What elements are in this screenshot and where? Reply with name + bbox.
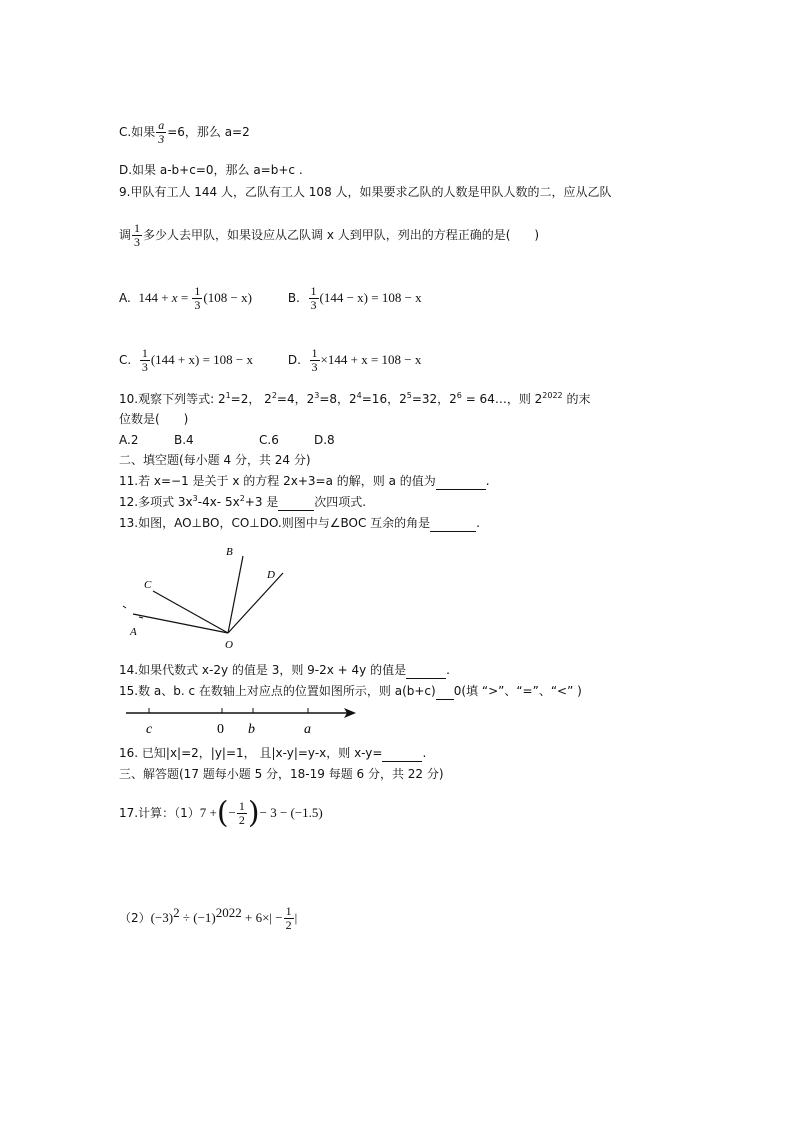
label-b: b <box>248 722 255 737</box>
q12-text: 次四项式. <box>314 495 367 509</box>
fraction-numerator: 1 <box>134 221 141 235</box>
q10-option-b: B.4 <box>174 433 194 447</box>
q10-text: 的末 <box>562 392 591 406</box>
q11 <box>119 473 490 490</box>
q10-text: =4，2 <box>276 392 315 406</box>
q9-d-expression: ×144 + x = 108 − x <box>320 352 422 367</box>
fraction-denominator: 3 <box>158 132 165 146</box>
q15-answer-blank <box>436 683 454 700</box>
q9-options-ab <box>119 285 422 312</box>
q15-text: 0(填 “>”、“=”、“<” ) <box>453 684 582 698</box>
q17-p2-text: (−3) <box>150 910 174 925</box>
q14-text: 14.如果代数式 x-2y 的值是 3，则 9-2x + 4y 的值是 <box>119 663 407 677</box>
q16-end: . <box>422 746 427 760</box>
q17-p1-right: − 3 − (−1.5) <box>259 805 323 820</box>
q9-option-b <box>288 285 422 312</box>
q12-text: 12.多项式 3x <box>119 495 193 509</box>
q10-line1 <box>119 391 590 407</box>
number-line <box>118 700 363 740</box>
q16-answer-blank <box>382 745 422 762</box>
label-a: a <box>304 722 311 737</box>
q9-a-left: 144 + <box>138 290 172 305</box>
option-label: A. <box>119 291 131 305</box>
section3-title: 三、解答题(17 题每小题 5 分，18-19 每题 6 分，共 22 分) <box>119 767 444 781</box>
q17-p2-text: | <box>294 910 298 925</box>
q10-text: =16，2 <box>361 392 407 406</box>
q10-options <box>119 432 335 448</box>
q9-options-cd <box>119 347 421 374</box>
q9-b-expression: (144 − x) = 108 − x <box>319 290 422 305</box>
q9-a-right: (108 − x) <box>203 290 252 305</box>
fraction-numerator: a <box>158 118 165 132</box>
exponent: 4 <box>356 391 362 400</box>
fraction-numerator: 1 <box>310 284 317 298</box>
q17-p1-fraction <box>237 800 247 827</box>
q8-option-c-suffix: =6，那么 a=2 <box>167 125 250 139</box>
q9-option-c <box>119 347 284 374</box>
label-a: A <box>130 626 137 638</box>
fraction-numerator: 1 <box>311 346 318 360</box>
q9-option-d <box>288 347 422 374</box>
q10-line2: 位数是( ) <box>119 412 189 426</box>
q17-p2-text: ÷ (−1) <box>179 910 216 925</box>
mark <box>139 617 143 618</box>
q14 <box>119 662 450 679</box>
q13-end: . <box>476 516 480 530</box>
q16 <box>119 745 426 762</box>
q17-p2-text: + 6×| − <box>241 910 283 925</box>
q9-stem-prefix: 调 <box>119 228 132 242</box>
q9-option-a <box>119 285 284 312</box>
q9-stem-suffix: 多少人去甲队，如果设应从乙队调 x 人到甲队，列出的方程正确的是( ) <box>143 228 540 242</box>
q10-option-c: C.6 <box>259 433 279 447</box>
exponent: 3 <box>314 391 320 400</box>
exponent: 2022 <box>215 905 242 920</box>
fraction-denominator: 3 <box>310 298 317 312</box>
q8-option-c-fraction <box>156 119 166 146</box>
q13 <box>119 515 480 532</box>
q12-text: -4x- 5x <box>197 495 240 509</box>
q10-text: =8，2 <box>319 392 357 406</box>
q16-text: 16. 已知|x|=2，|y|=1， 且|x-y|=y-x，则 x-y= <box>119 746 383 760</box>
q11-end: . <box>485 474 490 488</box>
fraction-denominator: 3 <box>311 360 318 374</box>
angle-figure <box>115 538 295 654</box>
exponent: 3 <box>192 494 198 503</box>
fraction-numerator: 1 <box>285 904 292 918</box>
ray-oc <box>153 591 228 633</box>
minus-sign: − <box>228 805 236 820</box>
q10-text: = 64…，则 2 <box>461 392 543 406</box>
label-o: O <box>225 639 233 651</box>
option-label: D. <box>287 353 301 367</box>
q9-c-fraction <box>140 347 150 374</box>
q15-text: 15.数 a、b. c 在数轴上对应点的位置如图所示，则 a(b+c) <box>119 684 436 698</box>
q12-text: +3 是 <box>244 495 279 509</box>
q11-text: 11.若 x=−1 是关于 x 的方程 2x+3=a 的解，则 a 的值为 <box>119 474 436 488</box>
left-paren: ( <box>216 795 229 831</box>
q17-p2-fraction <box>284 905 294 932</box>
q17-label: 17.计算：（1） <box>119 806 200 820</box>
q9-stem-fraction <box>132 222 142 249</box>
q9-a-fraction <box>192 285 202 312</box>
fraction-numerator: 1 <box>238 799 245 813</box>
fraction-denominator: 2 <box>285 918 292 932</box>
q8-option-d: D.如果 a-b+c=0，那么 a=b+c . <box>119 163 303 177</box>
q12 <box>119 494 366 511</box>
label-d: D <box>267 569 275 581</box>
q10-text: =32，2 <box>411 392 457 406</box>
fraction-denominator: 3 <box>141 360 148 374</box>
q9-a-eq: = <box>177 290 192 305</box>
ray-od <box>228 573 283 633</box>
label-b: B <box>226 546 233 558</box>
fraction-denominator: 2 <box>238 813 245 827</box>
q14-end: . <box>446 663 450 677</box>
q17-part1 <box>119 795 323 831</box>
exponent: 2 <box>173 905 180 920</box>
q10-text: =2， 2 <box>230 392 272 406</box>
label-c: c <box>146 722 153 737</box>
q9-b-fraction <box>309 285 319 312</box>
q13-answer-blank <box>430 515 476 532</box>
exponent: 6 <box>456 391 462 400</box>
q9-d-fraction <box>310 347 320 374</box>
q12-answer-blank <box>278 494 314 511</box>
mark <box>123 606 126 608</box>
option-label: B. <box>287 291 300 305</box>
exponent: 2 <box>271 391 277 400</box>
q10-option-d: D.8 <box>314 433 335 447</box>
fraction-numerator: 1 <box>141 346 148 360</box>
exponent: 1 <box>225 391 231 400</box>
section2-title: 二、填空题(每小题 4 分，共 24 分) <box>119 453 311 467</box>
q15 <box>119 683 582 700</box>
label-c: C <box>144 579 152 591</box>
q17-part2-label: （2） <box>119 911 151 925</box>
exponent: 2 <box>239 494 245 503</box>
fraction-numerator: 1 <box>194 284 201 298</box>
q9-stem-line2 <box>119 222 539 249</box>
label-zero: 0 <box>217 722 224 737</box>
q9-a-x: x <box>171 290 178 305</box>
q9-c-expression: (144 + x) = 108 − x <box>150 352 253 367</box>
q17-part2 <box>119 905 297 932</box>
ray-oa <box>133 614 228 633</box>
q10-option-a: A.2 <box>119 433 139 447</box>
q14-answer-blank <box>406 662 446 679</box>
fraction-denominator: 3 <box>134 235 141 249</box>
q9-stem-line1: 9.甲队有工人 144 人，乙队有工人 108 人，如果要求乙队的人数是甲队人数的二，应从乙队 <box>119 185 612 199</box>
right-paren: ) <box>247 795 260 831</box>
q13-text: 13.如图，AO⊥BO，CO⊥DO.则图中与∠BOC 互余的角是 <box>119 516 431 530</box>
exponent: 5 <box>406 391 412 400</box>
q8-option-c <box>119 119 250 146</box>
q8-option-c-prefix: C.如果 <box>119 125 156 139</box>
ray-ob <box>228 556 243 633</box>
fraction-denominator: 3 <box>194 298 201 312</box>
q11-answer-blank <box>436 473 486 490</box>
q17-p1-left: 7 + <box>199 805 217 820</box>
option-label: C. <box>119 353 132 367</box>
q10-text: 10.观察下列等式: 2 <box>119 392 226 406</box>
exponent: 2022 <box>542 391 563 400</box>
